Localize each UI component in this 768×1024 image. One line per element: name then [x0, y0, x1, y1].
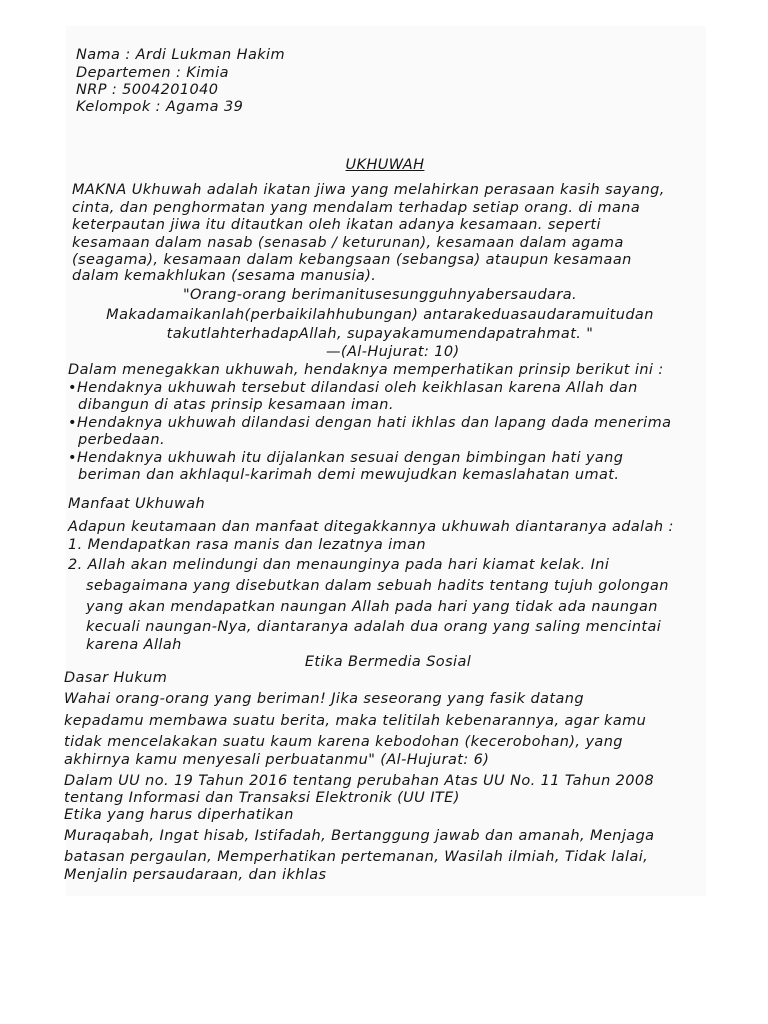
manfaat-item: sebagaimana yang disebutkan dalam sebuah hadits tentang tujuh golongan — [86, 578, 669, 594]
prinsip-item: •Hendaknya ukhuwah itu dijalankan sesuai dengan bimbingan hati yang — [68, 450, 624, 466]
prinsip-item: •Hendaknya ukhuwah tersebut dilandasi oleh keikhlasan karena Allah dan — [68, 380, 638, 396]
etika-line: batasan pergaulan, Memperhatikan pertemanan, Wasilah ilmiah, Tidak lalai, — [64, 849, 649, 865]
prinsip-item: perbedaan. — [78, 432, 165, 448]
prinsip-item: dibangun di atas prinsip kesamaan iman. — [78, 397, 394, 413]
manfaat-heading: Manfaat Ukhuwah — [68, 496, 206, 512]
prinsip-intro: Dalam menegakkan ukhuwah, hendaknya memperhatikan prinsip berikut ini : — [68, 362, 664, 378]
manfaat-item: yang akan mendapatkan naungan Allah pada hari yang tidak ada naungan — [86, 599, 658, 615]
makna-line: (seagama), kesamaan dalam kebangsaan (sebangsa) ataupun kesamaan — [72, 252, 632, 268]
manfaat-item: 1. Mendapatkan rasa manis dan lezatnya iman — [68, 537, 427, 553]
student-name: Nama : Ardi Lukman Hakim — [76, 47, 285, 63]
manfaat-item: 2. Allah akan melindungi dan menaunginya pada hari kiamat kelak. Ini — [68, 557, 610, 573]
dasar-line: akhirnya kamu menyesali perbuatanmu" (Al-Hujurat: 6) — [64, 752, 490, 768]
quote-line: Makadamaikanlah(perbaikilahhubungan) antarakeduasaudaramuitudan — [106, 307, 654, 323]
dasar-heading: Dasar Hukum — [64, 670, 168, 686]
student-department: Departemen : Kimia — [76, 65, 229, 81]
makna-line: dalam kemakhlukan (sesama manusia). — [72, 268, 377, 284]
makna-line: cinta, dan penghormatan yang mendalam terhadap setiap orang. di mana — [72, 200, 641, 216]
quote-line: "Orang-orang berimanitusesungguhnyabersaudara. — [182, 287, 577, 303]
section-title: Etika Bermedia Sosial — [304, 654, 472, 670]
prinsip-item: beriman dan akhlaqul-karimah demi mewujudkan kemaslahatan umat. — [78, 467, 620, 483]
etika-line: Muraqabah, Ingat hisab, Istifadah, Bertanggung jawab dan amanah, Menjaga — [64, 828, 655, 844]
quote-line: takutlahterhadapAllah, supayakamumendapatrahmat. " — [166, 326, 594, 342]
page-title: UKHUWAH — [345, 157, 425, 173]
manfaat-item: karena Allah — [86, 637, 182, 653]
prinsip-item: •Hendaknya ukhuwah dilandasi dengan hati ikhlas dan lapang dada menerima — [68, 415, 672, 431]
manfaat-item: kecuali naungan-Nya, diantaranya adalah dua orang yang saling mencintai — [86, 619, 662, 635]
dasar-line: kepadamu membawa suatu berita, maka telitilah kebenarannya, agar kamu — [64, 713, 647, 729]
student-nrp: NRP : 5004201040 — [76, 82, 219, 98]
etika-heading: Etika yang harus diperhatikan — [64, 807, 294, 823]
makna-line: keterpautan jiwa itu ditautkan oleh ikatan adanya kesamaan. seperti — [72, 217, 601, 233]
dasar-line: Wahai orang-orang yang beriman! Jika seseorang yang fasik datang — [64, 691, 584, 707]
dasar-line: tidak mencelakakan suatu kaum karena kebodohan (kecerobohan), yang — [64, 734, 623, 750]
quote-source: —(Al-Hujurat: 10) — [326, 344, 460, 360]
dasar-line: tentang Informasi dan Transaksi Elektronik (UU ITE) — [64, 790, 460, 806]
manfaat-intro: Adapun keutamaan dan manfaat ditegakkannya ukhuwah diantaranya adalah : — [68, 519, 674, 535]
etika-line: Menjalin persaudaraan, dan ikhlas — [64, 867, 327, 883]
dasar-line: Dalam UU no. 19 Tahun 2016 tentang perubahan Atas UU No. 11 Tahun 2008 — [64, 773, 655, 789]
student-group: Kelompok : Agama 39 — [76, 99, 244, 115]
makna-line: MAKNA Ukhuwah adalah ikatan jiwa yang melahirkan perasaan kasih sayang, — [72, 182, 665, 198]
makna-line: kesamaan dalam nasab (senasab / keturunan), kesamaan dalam agama — [72, 235, 624, 251]
